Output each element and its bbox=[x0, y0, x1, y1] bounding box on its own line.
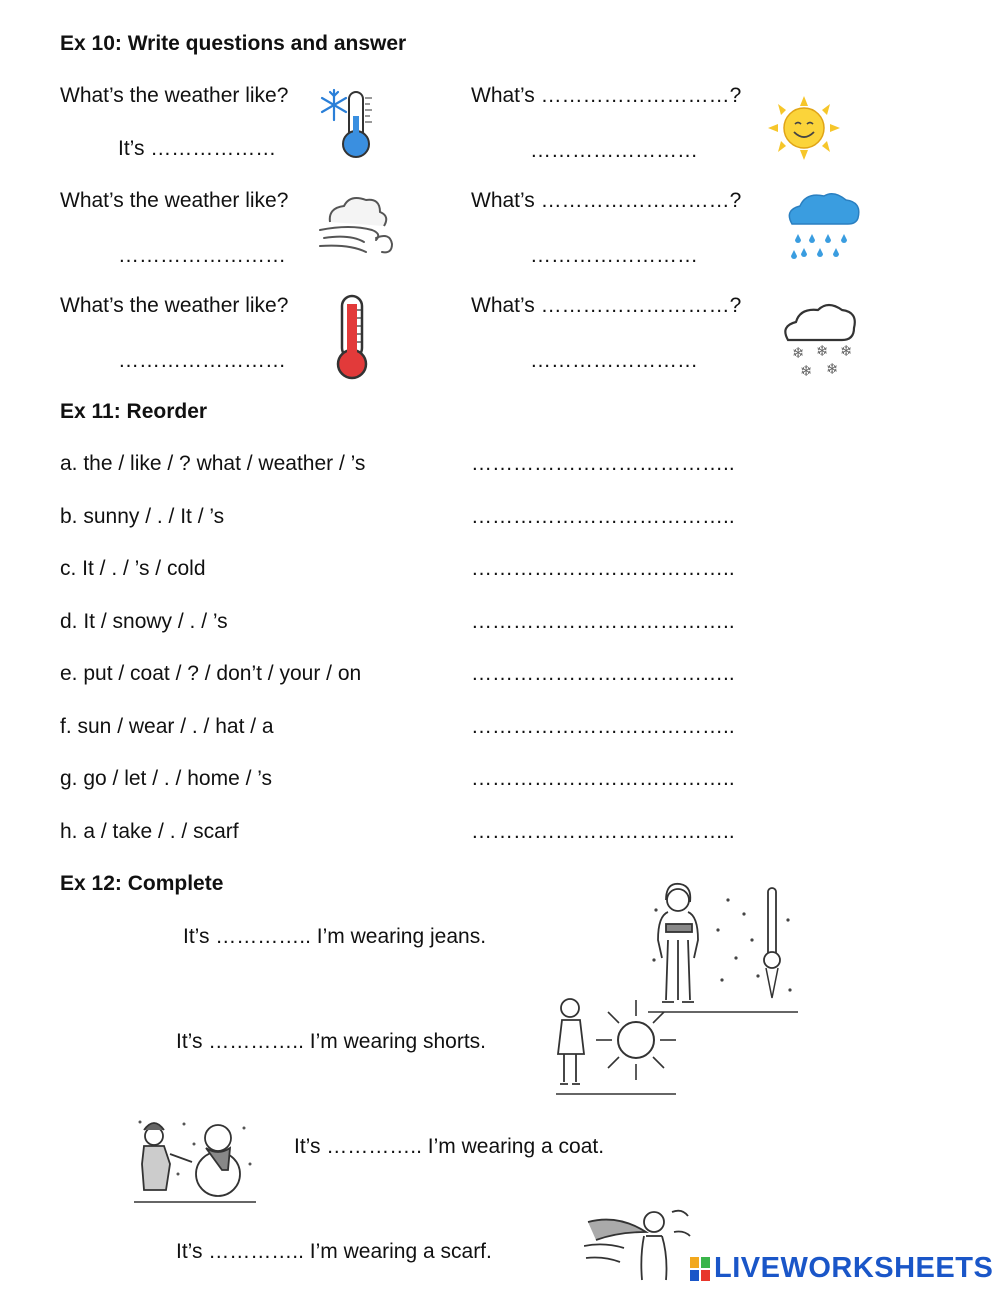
ex10-question-left-2: What’s the weather like? bbox=[60, 189, 289, 212]
ex11-answer-g[interactable]: ……………………………….. bbox=[471, 767, 735, 790]
ex12-sentence-3[interactable]: It’s ………….. I’m wearing a coat. bbox=[294, 1135, 605, 1158]
ex10-answer-left-3[interactable]: …………………… bbox=[118, 349, 286, 372]
svg-text:❄: ❄ bbox=[826, 360, 839, 378]
ex10-answer-right-1[interactable]: …………………… bbox=[530, 139, 698, 162]
ex10-answer-left-2[interactable]: …………………… bbox=[118, 244, 286, 267]
svg-text:❄: ❄ bbox=[840, 342, 853, 360]
ex11-answer-c[interactable]: ……………………………….. bbox=[471, 557, 735, 580]
svg-text:❄: ❄ bbox=[816, 342, 829, 360]
ex11-prompt-c: c. It / . / ’s / cold bbox=[60, 557, 206, 580]
ex11-prompt-f: f. sun / wear / . / hat / a bbox=[60, 715, 274, 738]
sun-icon bbox=[768, 96, 840, 160]
ex10-question-right-3[interactable]: What’s ………………………? bbox=[471, 294, 742, 317]
ex10-answer-left-1[interactable]: It’s ……………… bbox=[118, 137, 277, 160]
ex11-title: Ex 11: Reorder bbox=[60, 400, 208, 423]
ex12-sentence-4[interactable]: It’s ………….. I’m wearing a scarf. bbox=[176, 1240, 492, 1263]
ex10-question-right-2[interactable]: What’s ………………………? bbox=[471, 189, 742, 212]
ex10-title: Ex 10: Write questions and answer bbox=[60, 32, 407, 55]
liveworksheets-wordmark: LIVEWORKSHEETS bbox=[714, 1252, 994, 1284]
ex11-answer-e[interactable]: ……………………………….. bbox=[471, 662, 735, 685]
ex11-prompt-e: e. put / coat / ? / don’t / your / on bbox=[60, 662, 362, 685]
snowman-picture bbox=[134, 1114, 256, 1206]
ex10-question-right-1[interactable]: What’s ………………………? bbox=[471, 84, 742, 107]
snow-cloud-icon bbox=[780, 300, 862, 380]
ex12-sentence-1[interactable]: It’s ………….. I’m wearing jeans. bbox=[183, 925, 487, 948]
ex11-prompt-a: a. the / like / ? what / weather / ’s bbox=[60, 452, 366, 475]
svg-text:❄: ❄ bbox=[792, 344, 805, 362]
ex10-answer-right-3[interactable]: …………………… bbox=[530, 349, 698, 372]
ex11-answer-f[interactable]: ……………………………….. bbox=[471, 715, 735, 738]
ex11-prompt-h: h. a / take / . / scarf bbox=[60, 820, 239, 843]
ex12-sentence-2[interactable]: It’s ………….. I’m wearing shorts. bbox=[176, 1030, 487, 1053]
rain-cloud-icon bbox=[782, 190, 862, 266]
ex11-answer-d[interactable]: ……………………………….. bbox=[471, 610, 735, 633]
cold-thermometer-icon bbox=[320, 86, 380, 162]
ex11-prompt-b: b. sunny / . / It / ’s bbox=[60, 505, 225, 528]
ex10-answer-right-2[interactable]: …………………… bbox=[530, 244, 698, 267]
liveworksheets-logo bbox=[690, 1252, 993, 1285]
ex11-answer-h[interactable]: ……………………………….. bbox=[471, 820, 735, 843]
windy-girl-picture bbox=[584, 1202, 692, 1282]
hot-boy-picture bbox=[556, 994, 676, 1098]
hot-thermometer-icon bbox=[334, 294, 378, 382]
windy-cloud-icon bbox=[318, 192, 396, 260]
ex10-question-left-3: What’s the weather like? bbox=[60, 294, 289, 317]
ex11-answer-b[interactable]: ……………………………….. bbox=[471, 505, 735, 528]
ex11-prompt-d: d. It / snowy / . / ’s bbox=[60, 610, 228, 633]
liveworksheets-logo-icon bbox=[690, 1257, 710, 1281]
ex11-prompt-g: g. go / let / . / home / ’s bbox=[60, 767, 273, 790]
ex10-question-left-1: What’s the weather like? bbox=[60, 84, 289, 107]
ex12-title: Ex 12: Complete bbox=[60, 872, 224, 895]
svg-text:❄: ❄ bbox=[800, 362, 813, 380]
ex11-answer-a[interactable]: ……………………………….. bbox=[471, 452, 735, 475]
